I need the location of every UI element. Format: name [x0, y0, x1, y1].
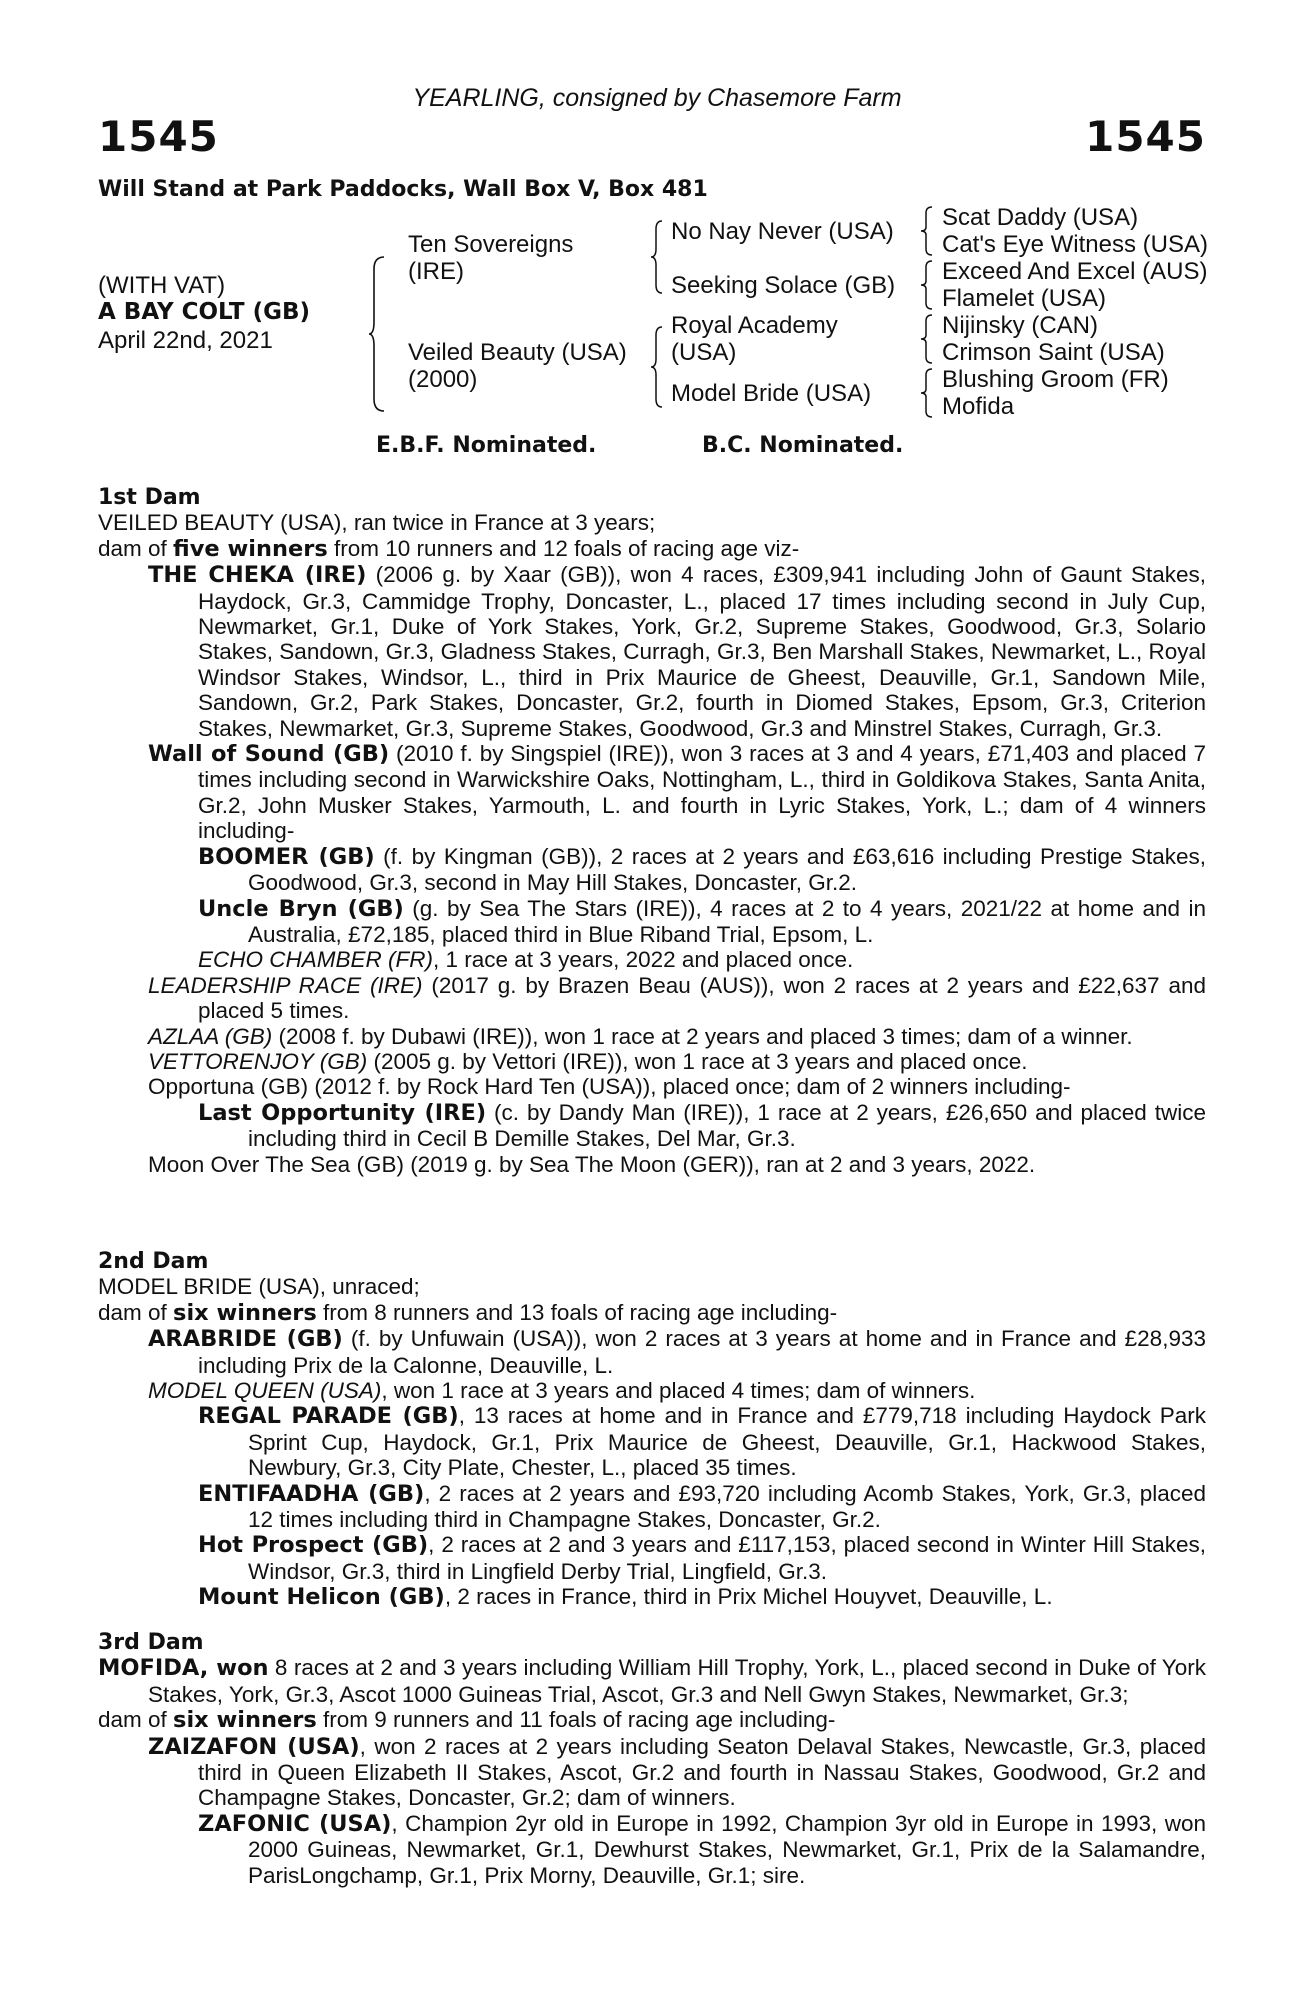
- dam-brace: [650, 325, 664, 409]
- gg-1: Scat Daddy (USA): [942, 204, 1139, 231]
- sire-brace: [650, 219, 664, 295]
- produce-entry: REGAL PARADE (GB), 13 races at home and in France and £779,718 including Haydock Park Sprint Cup, Haydock, Gr.1, Prix Maurice de Gheest, Deauville, Gr.1, Hackwood Stakes, Newbury, Gr.3, City Plate, Chester, L., placed 35 times.: [198, 1403, 1206, 1481]
- g-brace-2: [920, 259, 934, 311]
- dam-sire: Royal Academy (USA): [671, 312, 838, 366]
- g-brace-4: [920, 367, 934, 419]
- third-dam-produce-summary: dam of six winners from 9 runners and 11 foals of racing age including-: [98, 1707, 836, 1734]
- gg-4: Flamelet (USA): [942, 285, 1107, 312]
- produce-entry: Wall of Sound (GB) (2010 f. by Singspiel (IRE)), won 3 races at 3 and 4 years, £71,403 and placed 7 times including second in Warwickshire Oaks, Nottingham, L., third in Goldikova Stakes, Santa Anita, Gr.2, John Musker Stakes, Yarmouth, L. and fourth in Lyric Stakes, York, L.; dam of 4 winners including-: [148, 741, 1207, 844]
- produce-entry: THE CHEKA (IRE) (2006 g. by Xaar (GB)), won 4 races, £309,941 including John of Gaunt Stakes, Haydock, Gr.3, Cammidge Trophy, Doncaster, L., placed 17 times including second in July Cup, Newmarket, Gr.1, Duke of York Stakes, York, Gr.2, Supreme Stakes, Goodwood, Gr.3, Solario Stakes, Sandown, Gr.3, Gladness Stakes, Curragh, Gr.3, Ben Marshall Stakes, Newmarket, L., Royal Windsor Stakes, Windsor, L., third in Prix Maurice de Gheest, Deauville, Gr.1, Sandown Mile, Sandown, Gr.2, Park Stakes, Doncaster, Gr.2, fourth in Diomed Stakes, Epsom, Gr.3, Criterion Stakes, Newmarket, Gr.3, Supreme Stakes, Goodwood, Gr.3 and Minstrel Stakes, Curragh, Gr.3.: [148, 562, 1206, 741]
- third-dam-heading: 3rd Dam: [98, 1630, 204, 1655]
- produce-entry: Uncle Bryn (GB) (g. by Sea The Stars (IRE)), 4 races at 2 to 4 years, 2021/22 at home and in Australia, £72,185, placed third in Blue Riband Trial, Epsom, L.: [198, 895, 1206, 947]
- third-dam-intro: MOFIDA, won 8 races at 2 and 3 years including William Hill Trophy, York, L., placed second in Duke of York Stakes, York, Gr.3, Ascot 1000 Guineas Trial, Ascot, Gr.3 and Nell Gwyn Stakes, Newmarket, Gr.3;: [98, 1655, 1206, 1707]
- produce-entry: BOOMER (GB) (f. by Kingman (GB)), 2 races at 2 years and £63,616 including Prestige Stakes, Goodwood, Gr.3, second in May Hill Stakes, Doncaster, Gr.2.: [198, 843, 1206, 896]
- first-dam-section: [98, 485, 1206, 1177]
- gg-2: Cat's Eye Witness (USA): [942, 231, 1208, 258]
- lot-number-right: 1545: [1085, 112, 1206, 161]
- lot-number-left: 1545: [98, 112, 219, 161]
- sire-dam: Seeking Solace (GB): [671, 272, 896, 299]
- pedigree-brace-main: [368, 255, 388, 413]
- produce-entry: LEADERSHIP RACE (IRE) (2017 g. by Brazen Beau (AUS)), won 2 races at 2 years and £22,637 and placed 5 times.: [148, 972, 1206, 1024]
- second-dam-produce-summary: dam of six winners from 8 runners and 13 foals of racing age including-: [98, 1299, 838, 1326]
- sire-name: Ten Sovereigns (IRE): [408, 231, 574, 285]
- first-dam-produce-summary: dam of five winners from 10 runners and 12 foals of racing age viz-: [98, 535, 800, 562]
- first-dam-heading: 1st Dam: [98, 485, 201, 510]
- produce-entry: AZLAA (GB) (2008 f. by Dubawi (IRE)), won 1 race at 2 years and placed 3 times; dam of a winner.: [148, 1023, 1133, 1049]
- second-dam-section: [98, 1249, 1206, 1611]
- produce-entry: Mount Helicon (GB), 2 races in France, third in Prix Michel Houyvet, Deauville, L.: [198, 1584, 1053, 1611]
- produce-entry: ZAFONIC (USA), Champion 2yr old in Europe in 1992, Champion 3yr old in Europe in 1993, won 2000 Guineas, Newmarket, Gr.1, Dewhurst Stakes, Newmarket, Gr.1, Prix de la Salamandre, ParisLongchamp, Gr.1, Prix Morny, Deauville, Gr.1; sire.: [198, 1810, 1206, 1888]
- gg-3: Exceed And Excel (AUS): [942, 258, 1208, 285]
- gg-7: Blushing Groom (FR): [942, 366, 1169, 393]
- consignment-line: YEARLING, consigned by Chasemore Farm: [412, 84, 902, 112]
- sire-sire: No Nay Never (USA): [671, 218, 894, 245]
- second-dam-heading: 2nd Dam: [98, 1249, 209, 1274]
- first-dam-intro: VEILED BEAUTY (USA), ran twice in France at 3 years;: [98, 510, 656, 536]
- gg-6: Crimson Saint (USA): [942, 339, 1165, 366]
- horse-name: A BAY COLT (GB): [98, 299, 311, 325]
- produce-entry: ZAIZAFON (USA), won 2 races at 2 years including Seaton Delaval Stakes, Newcastle, Gr.3, placed third in Queen Elizabeth II Stakes, Ascot, Gr.2 and fourth in Nassau Stakes, Goodwood, Gr.2 and Champagne Stakes, Doncaster, Gr.2; dam of winners.: [148, 1733, 1206, 1811]
- gg-5: Nijinsky (CAN): [942, 312, 1098, 339]
- produce-entry: Hot Prospect (GB), 2 races at 2 and 3 years and £117,153, placed second in Winter Hill Stakes, Windsor, Gr.3, third in Lingfield Derby Trial, Lingfield, Gr.3.: [198, 1532, 1206, 1584]
- produce-entry: MODEL QUEEN (USA), won 1 race at 3 years and placed 4 times; dam of winners.: [148, 1378, 976, 1404]
- produce-entry: Moon Over The Sea (GB) (2019 g. by Sea The Moon (GER)), ran at 2 and 3 years, 2022.: [148, 1151, 1036, 1177]
- stand-location: Will Stand at Park Paddocks, Wall Box V, Box 481: [98, 177, 708, 202]
- ebf-nominated: E.B.F. Nominated.: [376, 433, 597, 458]
- produce-entry: ARABRIDE (GB) (f. by Unfuwain (USA)), won 2 races at 3 years at home and in France and £28,933 including Prix de la Calonne, Deauville, L.: [148, 1326, 1206, 1378]
- g-brace-1: [920, 205, 934, 257]
- dam-dam: Model Bride (USA): [671, 380, 872, 407]
- second-dam-intro: MODEL BRIDE (USA), unraced;: [98, 1274, 420, 1300]
- produce-entry: Last Opportunity (IRE) (c. by Dandy Man (IRE)), 1 race at 2 years, £26,650 and placed twice including third in Cecil B Demille Stakes, Del Mar, Gr.3.: [198, 1099, 1206, 1152]
- produce-entry: VETTORENJOY (GB) (2005 g. by Vettori (IRE)), won 1 race at 3 years and placed once.: [148, 1048, 1028, 1074]
- third-dam-section: [98, 1630, 1206, 1888]
- bc-nominated: B.C. Nominated.: [702, 433, 904, 458]
- produce-entry: ENTIFAADHA (GB), 2 races at 2 years and £93,720 including Acomb Stakes, York, Gr.3, placed 12 times including third in Champagne Stakes, Doncaster, Gr.2.: [198, 1480, 1207, 1533]
- gg-8: Mofida: [942, 393, 1015, 420]
- dam-name: Veiled Beauty (USA) (2000): [408, 339, 627, 393]
- produce-entry: ECHO CHAMBER (FR), 1 race at 3 years, 2022 and placed once.: [198, 947, 854, 973]
- foaling-date: April 22nd, 2021: [98, 327, 273, 354]
- g-brace-3: [920, 313, 934, 365]
- vat-note: (WITH VAT): [98, 272, 226, 299]
- produce-entry: Opportuna (GB) (2012 f. by Rock Hard Ten (USA)), placed once; dam of 2 winners including-: [148, 1074, 1071, 1100]
